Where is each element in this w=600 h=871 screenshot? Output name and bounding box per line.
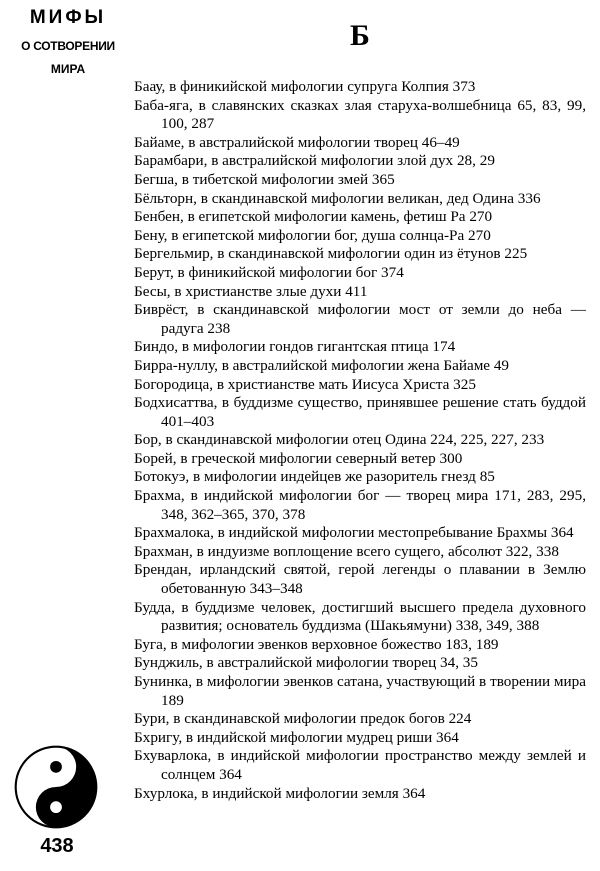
index-entry: Бегша, в тибетской мифологии змей 365 xyxy=(134,170,395,188)
index-entry: Будда, в буддизме человек, достигший высшего предела духовного развития; основатель буддизма (Шакьямуни) 338, 349, 388 xyxy=(134,598,586,635)
book-title xyxy=(14,6,122,80)
index-entry: Бхурлока, в индийской мифологии земля 364 xyxy=(134,784,426,802)
index-entry: Берут, в финикийской мифологии бог 374 xyxy=(134,263,404,281)
page-number: 438 xyxy=(40,835,74,857)
index-entry: Бёльторн, в скандинавской мифологии великан, дед Одина 336 xyxy=(134,189,541,207)
index-entry: Бергельмир, в скандинавской мифологии один из ётунов 225 xyxy=(134,245,528,263)
index-entry: Бор, в скандинавской мифологии отец Одина 224, 225, 227, 233 xyxy=(134,431,545,449)
index-entry: Биврёст, в скандинавской мифологии мост от земли до неба — радуга 238 xyxy=(134,301,586,337)
yin-yang-icon xyxy=(14,745,98,829)
index-entry: Бунинка, в мифологии эвенков сатана, участвующий в творении мира 189 xyxy=(134,673,586,709)
index-entry: Баба-яга, в славянских сказках злая старуха-волшебница 65, 83, 99, 100, 287 xyxy=(134,96,586,133)
index-entry: Бену, в египетской мифологии бог, душа солнца-Ра 270 xyxy=(134,226,491,244)
section-letter: Б xyxy=(350,19,370,52)
index-entry: Брахма, в индийской мифологии бог — творец мира 171, 283, 295, 348, 362–365, 370, 378 xyxy=(134,487,586,523)
index-entry: Барамбари, в австралийской мифологии злой дух 28, 29 xyxy=(134,152,495,170)
index-entry: Ботокуэ, в мифологии индейцев же разоритель гнезд 85 xyxy=(134,468,495,486)
index-entry: Байаме, в австралийской мифологии творец 46–49 xyxy=(134,133,460,151)
index-entry: Бесы, в христианстве злые духи 411 xyxy=(134,282,368,300)
index-entry: Бури, в скандинавской мифологии предок богов 224 xyxy=(134,710,472,728)
book-title-line-1: МИФЫ xyxy=(29,7,107,28)
index-entry: Бодхисаттва, в буддизме существо, принявшее решение стать буддой 401–403 xyxy=(134,394,586,430)
index-entries xyxy=(134,78,586,803)
index-entry: Бенбен, в египетской мифологии камень, фетиш Ра 270 xyxy=(134,208,493,226)
index-entry: Борей, в греческой мифологии северный ветер 300 xyxy=(134,449,463,467)
index-entry: Биндо, в мифологии гондов гигантская птица 174 xyxy=(134,338,456,356)
book-title-line-3: МИРА xyxy=(50,62,86,76)
index-entry: Буга, в мифологии эвенков верховное божество 183, 189 xyxy=(134,635,499,653)
index-entry: Брендан, ирландский святой, герой легенды о плавании в Землю обетованную 343–348 xyxy=(134,561,586,598)
index-entry: Брахман, в индуизме воплощение всего сущего, абсолют 322, 338 xyxy=(134,542,559,560)
book-title-line-2: О СОТВОРЕНИИ xyxy=(21,39,115,53)
index-entry: Баау, в финикийской мифологии супруга Колпия 373 xyxy=(134,78,476,95)
index-entry: Бунджиль, в австралийской мифологии творец 34, 35 xyxy=(134,654,478,672)
index-entry: Бхуварлока, в индийской мифологии пространство между землей и солнцем 364 xyxy=(134,747,586,783)
index-entry: Брахмалока, в индийской мифологии местопребывание Брахмы 364 xyxy=(134,524,574,542)
index-entry: Бхригу, в индийской мифологии мудрец риши 364 xyxy=(134,728,459,746)
index-entry: Бирра-нуллу, в австралийской мифологии жена Байаме 49 xyxy=(134,356,510,374)
index-entry: Богородица, в христианстве мать Иисуса Христа 325 xyxy=(134,375,476,393)
